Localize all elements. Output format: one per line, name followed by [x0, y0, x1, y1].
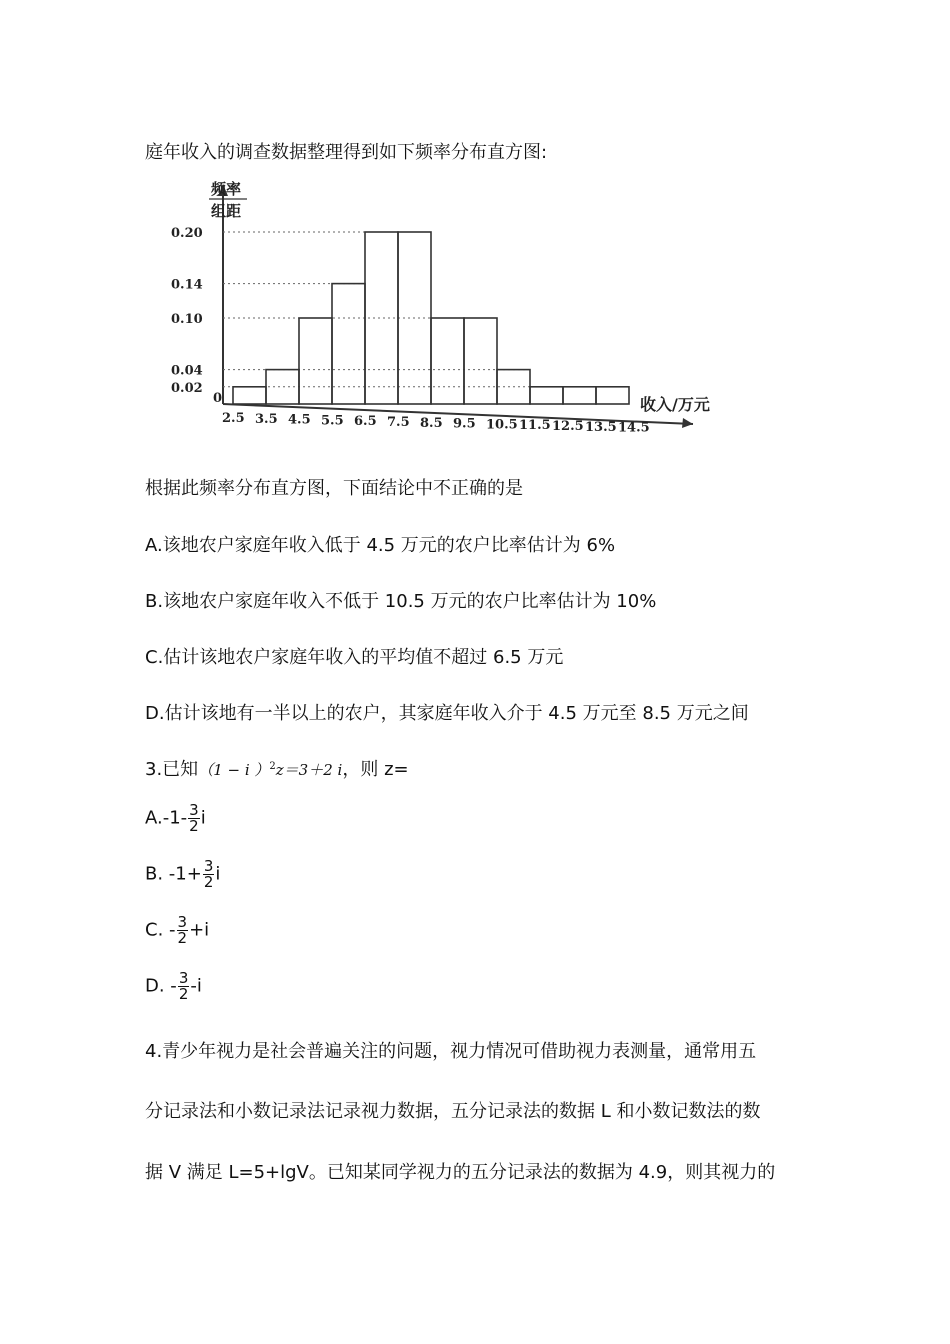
x-tick-label: 8.5: [420, 415, 443, 431]
y-tick-label: 0.02: [171, 380, 203, 396]
q4-line-2: 分记录法和小数记录法记录视力数据，五分记录法的数据 L 和小数记数法的数: [145, 1101, 761, 1122]
histogram-bar: [464, 318, 497, 404]
y-tick-label: 0.10: [171, 312, 203, 327]
x-tick-label: 10.5: [486, 417, 518, 433]
histogram-bar: [233, 387, 266, 404]
q2-option-c: C.估计该地农户家庭年收入的平均值不超过 6.5 万元: [145, 647, 564, 668]
y-label-denominator: 组距: [211, 202, 242, 220]
q2-option-a: A.该地农户家庭年收入低于 4.5 万元的农户比率估计为 6%: [145, 535, 616, 556]
x-tick-label: 13.5: [585, 419, 617, 435]
fraction-three-halves: $\frac{3}{2}$: [177, 913, 188, 947]
q3-equation: （1 − i ）$^2$z＝3＋2 i: [198, 761, 343, 779]
y-tick-label: 0.20: [171, 226, 203, 241]
x-tick-label: 6.5: [354, 414, 377, 430]
y-tick-label: 0.14: [171, 277, 203, 293]
q3-option-c: C. - $\frac{3}{2}$ +i: [145, 913, 210, 947]
histogram-bar: [431, 318, 464, 404]
dotted-gridlines: [223, 232, 629, 387]
y-tick-label: 0.04: [171, 363, 203, 379]
x-axis-label: 收入/万元: [640, 395, 710, 414]
origin-label: 0: [213, 391, 223, 406]
x-tick-label: 7.5: [387, 415, 410, 430]
intro-text: 庭年收入的调查数据整理得到如下频率分布直方图:: [145, 142, 548, 163]
x-tick-label: 4.5: [288, 412, 311, 428]
q3-option-d: D. - $\frac{3}{2}$ -i: [145, 969, 202, 1003]
q4-line-3: 据 V 满足 L=5+lgV。已知某同学视力的五分记录法的数据为 4.9，则其视力的: [145, 1162, 776, 1183]
q2-option-d: D.估计该地有一半以上的农户，其家庭年收入介于 4.5 万元至 8.5 万元之间: [145, 703, 749, 724]
x-tick-label: 5.5: [321, 413, 344, 429]
y-axis-label: [209, 180, 247, 220]
x-tick-label: 11.5: [519, 418, 551, 434]
q4-line-1: 4.青少年视力是社会普遍关注的问题，视力情况可借助视力表测量，通常用五: [145, 1041, 757, 1062]
histogram-bar: [596, 387, 629, 404]
fraction-three-halves: $\frac{3}{2}$: [203, 857, 214, 891]
x-tick-label: 9.5: [453, 416, 476, 432]
histogram-bar: [530, 387, 563, 404]
q2-stem: 根据此频率分布直方图，下面结论中不正确的是: [145, 478, 523, 499]
histogram-bar: [299, 318, 332, 404]
q3-option-b: B. -1+ $\frac{3}{2}$ i: [145, 857, 221, 891]
fraction-three-halves: $\frac{3}{2}$: [189, 801, 199, 835]
fraction-three-halves: $\frac{3}{2}$: [178, 969, 189, 1003]
q2-option-b: B.该地农户家庭年收入不低于 10.5 万元的农户比率估计为 10%: [145, 591, 657, 612]
x-tick-labels: [222, 411, 650, 436]
y-tick-labels: [171, 226, 203, 396]
x-tick-label: 14.5: [618, 420, 650, 436]
frequency-histogram: [145, 178, 745, 440]
histogram-bar: [563, 387, 596, 404]
x-tick-label: 3.5: [255, 411, 278, 427]
histogram-bar: [332, 284, 365, 404]
q3-prefix: 3.已知: [145, 759, 199, 780]
y-label-numerator: 频率: [211, 180, 242, 198]
q3-option-a: A.-1- $\frac{3}{2}$ i: [145, 801, 206, 835]
q3-stem: [145, 755, 409, 781]
q3-suffix: ，则 z=: [342, 759, 409, 780]
histogram-bars: [233, 232, 629, 404]
x-tick-label: 2.5: [222, 411, 245, 426]
x-tick-label: 12.5: [552, 419, 584, 434]
chart-axes: [218, 184, 693, 428]
